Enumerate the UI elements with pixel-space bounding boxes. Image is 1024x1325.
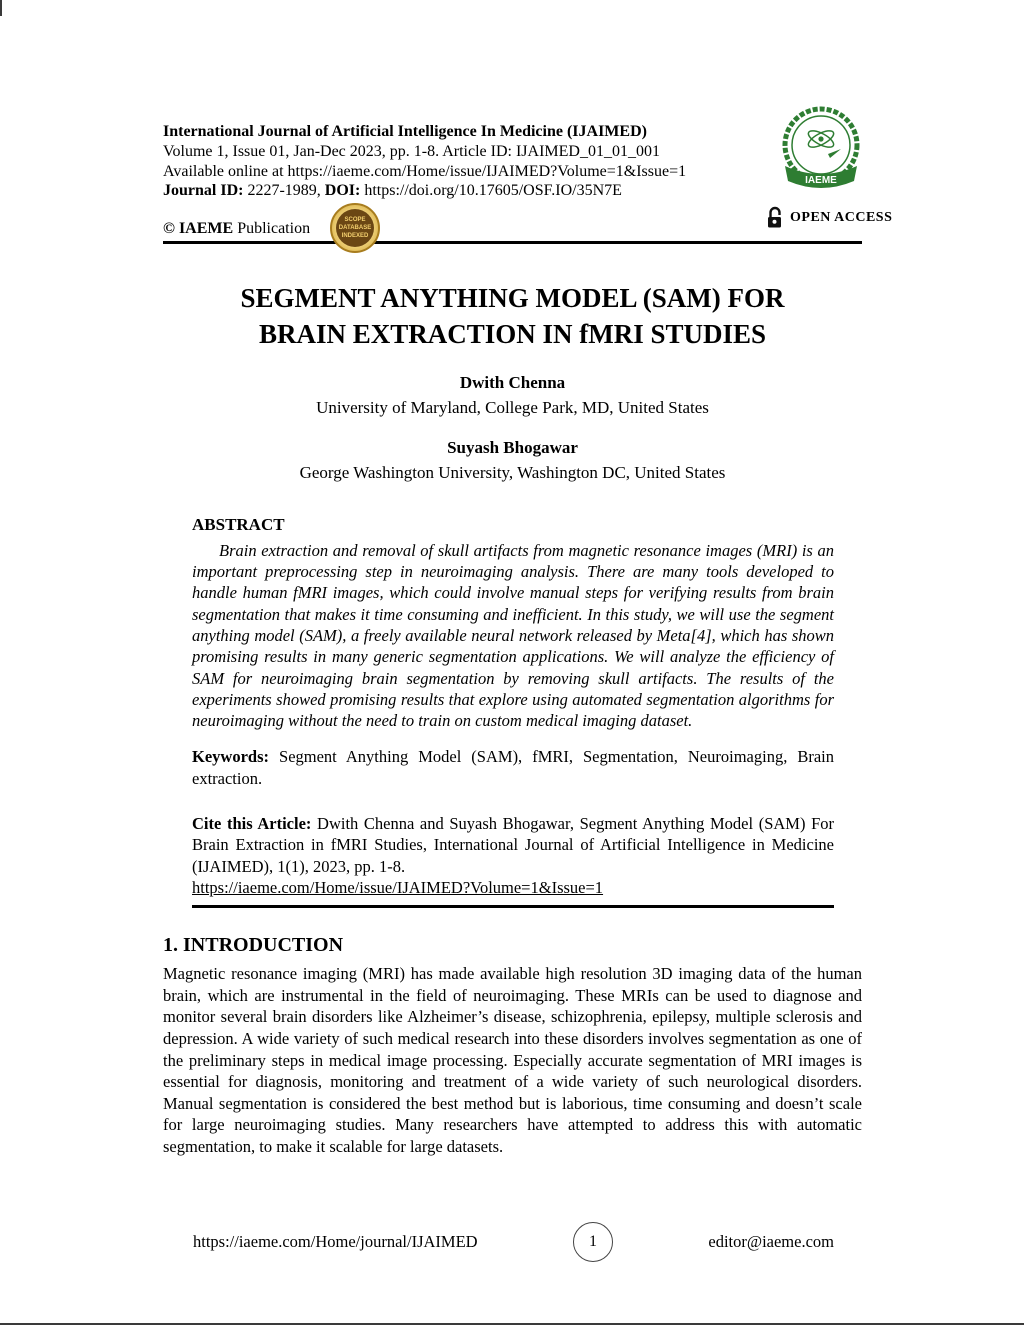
article-title-line1: SEGMENT ANYTHING MODEL (SAM) FOR [240, 283, 785, 313]
footer-editor-email: editor@iaeme.com [708, 1232, 834, 1251]
doi-value: https://doi.org/10.17605/OSF.IO/35N7E [364, 182, 622, 200]
journal-id-line [163, 181, 753, 201]
keywords-paragraph [192, 746, 834, 789]
iaeme-logo-icon [776, 104, 866, 204]
badge-line-3: INDEXED [341, 233, 369, 240]
introduction-text: Magnetic resonance imaging (MRI) has made available high resolution 3D imaging data of the human brain, which are instrumental in the field of neuroimaging. These MRIs can be used to diagnose and monitor several brain disorders like Alzheimer’s disease, schizophrenia, epilepsy, multiple sclerosis and depression. A wide variety of such medical research into these disorders involves segmentation as one of the preliminary steps in medical image processing. Especially accurate segmentation of MRI images is essential for diagnosis, monitoring and treatment of a wide variety of such neurological disorders. Manual segmentation is considered the best method but is laborious, time consuming and doesn’t scale for large neuroimaging studies. Many researchers have attempted to address this with automatic segmentation, to make it scalable for large datasets. [163, 964, 862, 1156]
cite-label: Cite this Article: [192, 813, 312, 833]
article-title-line2: BRAIN EXTRACTION IN fMRI STUDIES [258, 319, 767, 350]
copyright-line [163, 220, 310, 238]
doi-label: DOI: [324, 182, 361, 200]
open-access-mark [766, 206, 892, 230]
author-name-1: Dwith Chenna [459, 372, 566, 392]
journal-id-value: 2227-1989, [247, 182, 321, 200]
keywords-label: Keywords: [192, 747, 269, 767]
open-lock-icon [766, 206, 784, 230]
citation-paragraph [192, 813, 834, 898]
badge-line-1: SCOPE [344, 216, 366, 223]
copyright-publisher: © IAEME [163, 220, 234, 237]
journal-header [163, 122, 753, 201]
volume-line: Volume 1, Issue 01, Jan-Dec 2023, pp. 1-8. Article ID: IJAIMED_01_01_001 [163, 142, 660, 160]
abstract-section [192, 515, 834, 908]
author-affiliation-2: George Washington University, Washington DC, United States [299, 462, 726, 482]
copyright-word: Publication [237, 220, 311, 237]
article-body [163, 266, 862, 1158]
cite-text: Dwith Chenna and Suyash Bhogawar, Segment Anything Model (SAM) For Brain Extraction in fMRI Studies, International Journal of Artificial Intelligence in Medicine (IJAIMED), 1(1), 2023, pp. 1-8. [192, 813, 835, 876]
abstract-text: Brain extraction and removal of skull artifacts from magnetic resonance images (MRI) is an important preprocessing step in neuroimaging analysis. There are many tools developed to handle human fMRI images, which could involve manual steps for verifying results from brain segmentation that makes it time consuming and inefficient. In this study, we will use the segment anything model (SAM), a freely available neural network released by Meta[4], which has shown promising results in many generic segmentation applications. We will analyze the efficiency of SAM for neuroimaging brain segmentation by removing skull artifacts. The results of the experiments showed promising results that explore using automated segmentation algorithms for neuroimaging without the need to train on custom medical imaging dataset. [192, 540, 834, 731]
badge-text [336, 209, 374, 247]
journal-name: International Journal of Artificial Intelligence In Medicine (IJAIMED) [163, 123, 647, 140]
scope-database-indexed-badge [330, 203, 380, 253]
logo-label: IAEME [805, 175, 837, 186]
available-online-line: Available online at https://iaeme.com/Home/issue/IJAIMED?Volume=1&Issue=1 [163, 162, 687, 180]
page-number-badge: 1 [573, 1222, 613, 1262]
article-title [163, 280, 862, 353]
author-affiliation-1: University of Maryland, College Park, MD, United States [316, 397, 709, 417]
introduction-heading: 1. INTRODUCTION [163, 934, 344, 957]
author-name-2: Suyash Bhogawar [447, 437, 578, 457]
abstract-heading: ABSTRACT [192, 514, 285, 534]
header-divider [163, 241, 862, 244]
scan-edge-corner [0, 0, 2, 16]
page-footer [163, 1222, 862, 1262]
keywords-text: Segment Anything Model (SAM), fMRI, Segmentation, Neuroimaging, Brain extraction. [192, 747, 834, 788]
iaeme-logo [776, 104, 866, 209]
footer-journal-url: https://iaeme.com/Home/journal/IJAIMED [193, 1232, 478, 1251]
cite-url-link[interactable]: https://iaeme.com/Home/issue/IJAIMED?Volume=1&Issue=1 [192, 877, 604, 897]
journal-id-label: Journal ID: [163, 182, 244, 200]
open-access-label: OPEN ACCESS [790, 210, 893, 225]
badge-line-2: DATABASE [338, 224, 372, 231]
citation-divider [192, 905, 834, 908]
